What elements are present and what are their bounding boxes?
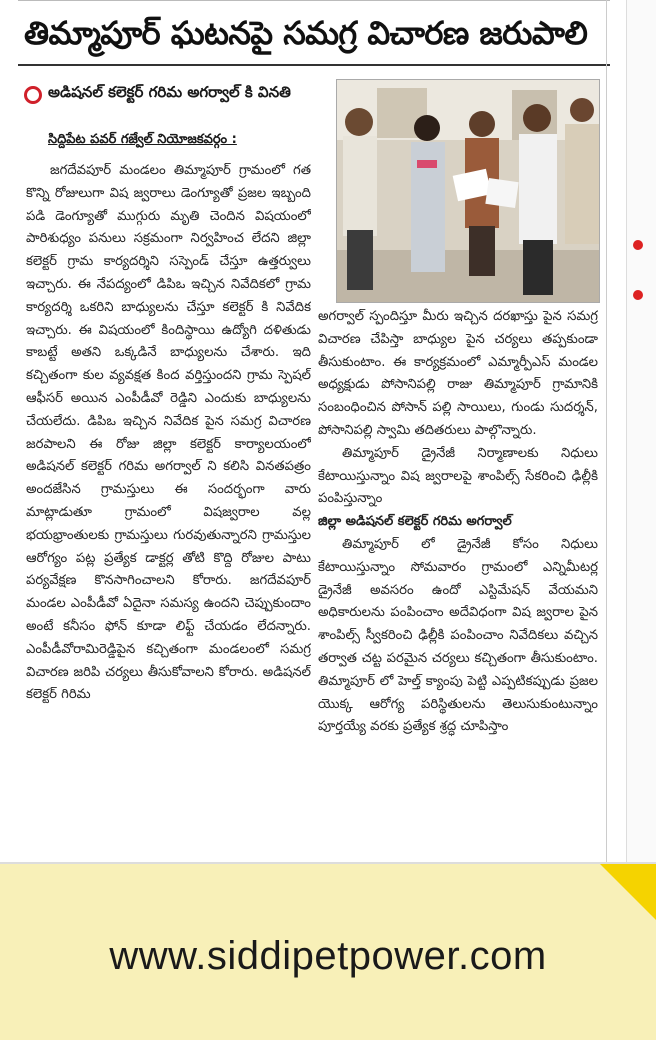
right-column: [318, 306, 598, 851]
subheadline: అడిషనల్ కలెక్టర్ గరిమ అగర్వాల్ కి వినతి: [48, 83, 291, 101]
strip-bullet-icon: [633, 290, 643, 300]
right-paragraph-2: తిమ్మాపూర్ డ్రైనేజీ నిర్మాణాలకు నిధులు కేటాయిస్తున్నాం విష జ్వరాలపై శాంపిల్స్ సేకరించి ఢిల్లీకి పంపిస్తున్నాం: [318, 445, 598, 507]
headline-underline: [18, 64, 610, 66]
website-banner: [0, 864, 656, 1040]
right-paragraph-3: తిమ్మాపూర్ లో డ్రైనేజీ కోసం నిధులు కేటాయిస్తున్నాం సోమవారం గ్రామంలో ఎన్నిమీటర్ల డ్రైనేజీ అవసరం ఉందో ఎస్టిమేషన్ వేయమని అధికారులను పంపించాం అదేవిధంగా విష జ్వరాల పైన శాంపిల్స్ స్వీకరించి ఢిల్లీకి పంపించాం నివేదికలు వచ్చిన తర్వాత చట్ట పరమైన చర్యలు కచ్చితంగా తీసుకుంటాం. తిమ్మాపూర్ లో హెల్త్ క్యాంపు పెట్టి ఎప్పటికప్పుడు ప్రజల యొక్క ఆరోగ్య పరిస్థితులను తెలుసుకుంటున్నాం పూర్తయ్యే వరకు ప్రత్యేక శ్రద్ధ చూపిస్తాం: [318, 536, 598, 735]
right-paragraph-1: అగర్వాల్ స్పందిస్తూ మీరు ఇచ్చిన దరఖాస్తు పైన సమగ్ర విచారణ చేపిస్తా బాధ్యుల పైన చర్యలు తప్పకుండా తీసుకుంటాం. ఈ కార్యక్రమంలో ఎమ్మార్పీఎస్ మండల అధ్యక్షుడు పోసానిపల్లి రాజు తిమ్మాపూర్ గ్రామానికి సంబంధించిన పోసాన్ పల్లి సాయిలు, గుండు సుదర్శన్, పోసానిపల్లి స్వామి తదితరులు పాల్గొన్నారు.: [318, 309, 598, 438]
dateline: సిద్దిపేట పవర్ గజ్వేల్ నియోజకవర్గం :: [48, 132, 237, 147]
people-photo-illustration: [337, 80, 599, 302]
bullet-circle-icon: [24, 86, 42, 104]
banner-corner-decoration: [600, 864, 656, 920]
left-paragraph: జగదేవపూర్ మండలం తిమ్మాపూర్ గ్రామంలో గత కొన్ని రోజులుగా విష జ్వరాలు డెంగ్యూతో ప్రజల ఇబ్బంది పడి డెంగ్యూతో ముగ్గురు మృతి చెందిన విషయంలో పారిశుధ్యం పనులు సక్రమంగా నిర్వహించ లేదని జిల్లా కలెక్టర్ గ్రామ కార్యదర్శిని సస్పెండ్ చేస్తూ ఉత్తర్వులు ఇచ్చారు. ఈ నేపద్యంలో డిపిఒ ఇచ్చిన నివేదికలో గ్రామ కార్యదర్శి ఒకరిని బాధ్యులను చేస్తూ కలెక్టర్ కి నివేదిక ఇచ్చారు. ఈ విషయంలో కిందిస్థాయి ఉద్యోగి దళితుడు కాబట్టే అతని ఒక్కడినే బాధ్యులను చేశారు. ఇది కచ్చితంగా కుల వ్యవక్షత కింద వర్తిస్తుందని గ్రామ స్పెషల్ ఆఫీసర్ అయిన ఎంపీడీవో రెడ్డిని ఎందుకు బాధ్యులను చేయలేదు. డిపిఒ ఇచ్చిన నివేదిక పైన సమగ్ర విచారణ జరపాలని ఈ రోజు జిల్లా కలెక్టర్ కార్యాలయంలో అడిషనల్ కలెక్టర్ గరిమ అగర్వాల్ ని కలిసి వినతపత్రం అందజేసిన గ్రామస్తులు ఈ సందర్భంగా వారు మాట్లాడుతూ గ్రామంలో విషజ్వరాల వల్ల భయభ్రాంతులకు గ్రామస్తులు గురవుతున్నారని గ్రామస్తుల ఆరోగ్యం పట్ల ప్రత్యేక డాక్టర్ల తోటి కొద్ది రోజుల పాటు పర్యవేక్షణ కొనసాగించాలని కోరారు. జగదేవపూర్ మండల ఎంపీడీవో ఏదైనా సమస్య ఉందని చెప్పుకుందాం అంటే కనీసం ఫోన్ కూడా లిఫ్ట్ చేయడం లేదన్నారు. ఎంపీడీవోరామిరెడ్డిపైన కచ్చితంగా మండలంలో సమగ్ర విచారణ జరిపి చర్యలు తీసుకోవాలని కోరారు. అడిషనల్ కలెక్టర్ గిరిమ: [26, 163, 311, 703]
news-article: [18, 0, 610, 862]
strip-bullet-icon: [633, 240, 643, 250]
left-column: [26, 160, 311, 850]
news-photo: [336, 79, 600, 303]
headline: తిమ్మాపూర్ ఘటనపై సమగ్ర విచారణ జరుపాలి: [24, 14, 588, 52]
top-rule: [18, 0, 610, 7]
adjacent-article-strip: [626, 0, 656, 862]
website-url[interactable]: www.siddipetpower.com: [109, 934, 547, 978]
right-subheading: జిల్లా అడిషనల్ కలెక్టర్ గరిమ అగర్వాల్: [318, 514, 512, 530]
column-divider: [606, 0, 607, 862]
